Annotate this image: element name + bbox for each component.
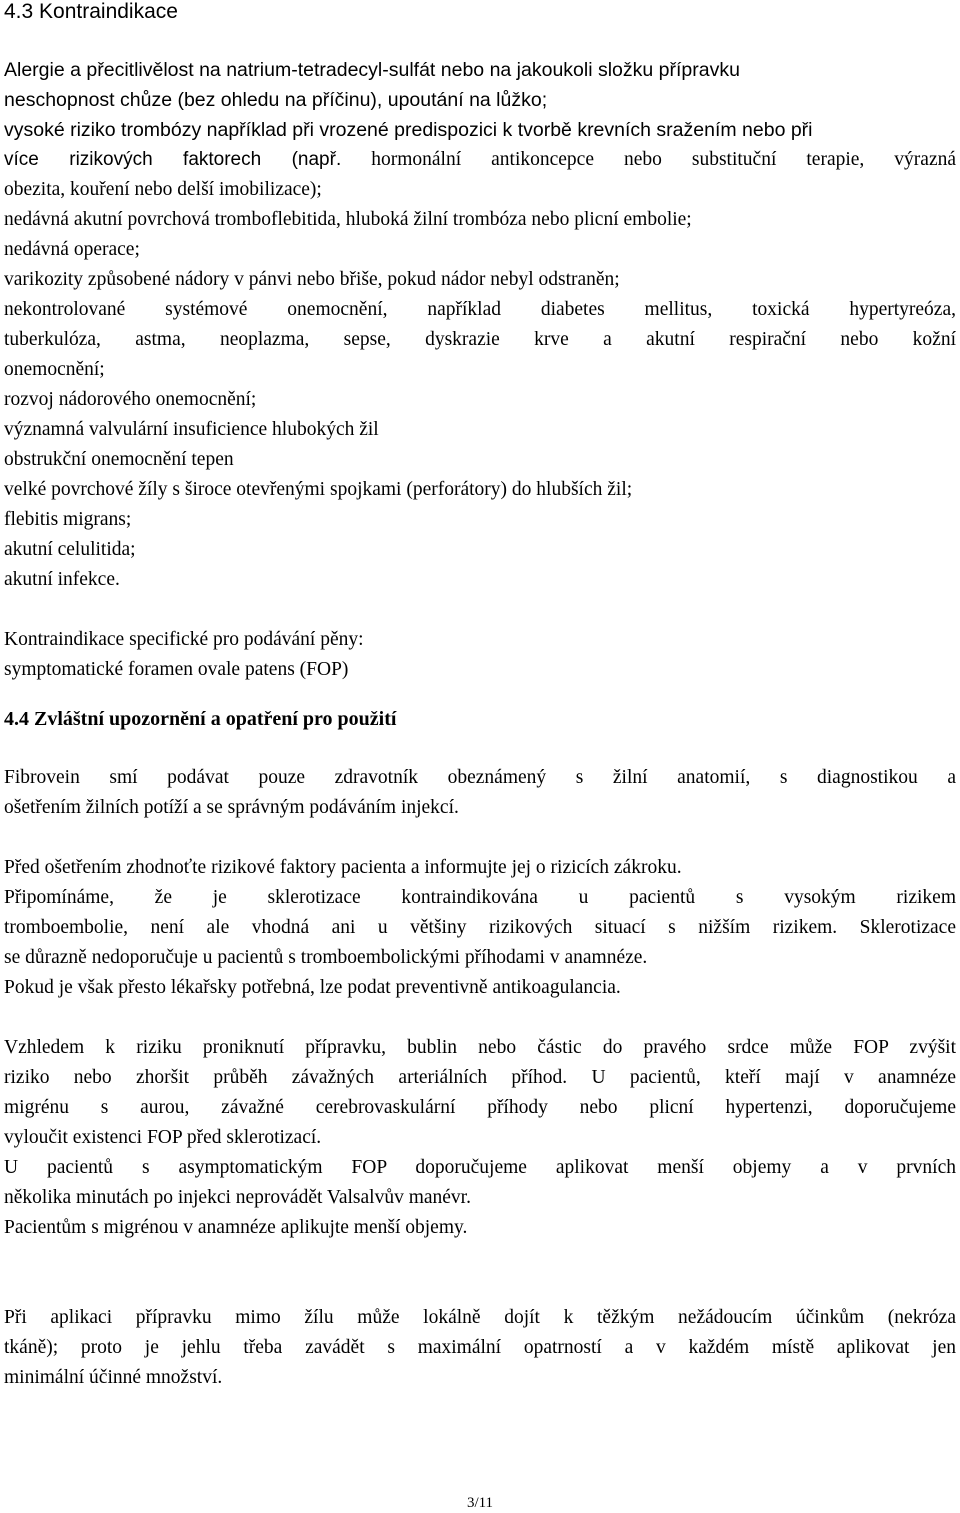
text-line: migrénu s aurou, závažné cerebrovaskulární příhody nebo plicní hypertenzi, doporučujeme xyxy=(4,1097,956,1118)
text-line: Alergie a přecitlivělost na natrium-tetradecyl-sulfát nebo na jakoukoli složku přípravku xyxy=(4,59,740,81)
text-line: vyloučit existenci FOP před sklerotizací. xyxy=(4,1127,322,1148)
text-line: vysoké riziko trombózy například při vrozené predispozici k tvorbě krevních sražením nebo při xyxy=(4,119,813,141)
document-page xyxy=(4,0,956,1393)
text-line: flebitis migrans; xyxy=(4,509,132,530)
text-line: Připomínáme, že je sklerotizace kontraindikována u pacientů s vysokým rizikem xyxy=(4,887,956,908)
foam-contraindications xyxy=(4,625,956,685)
text-line: obezita, kouření nebo delší imobilizace); xyxy=(4,179,322,200)
text-span: hormonální antikoncepce nebo substituční terapie, výrazná xyxy=(371,149,956,170)
text-line: Pacientům s migrénou v anamnéze aplikujte menší objemy. xyxy=(4,1217,468,1238)
text-line: neschopnost chůze (bez ohledu na příčinu), upoutání na lůžko; xyxy=(4,89,548,111)
text-line: Kontraindikace specifické pro podávání pěny: xyxy=(4,629,364,650)
text-line: Fibrovein smí podávat pouze zdravotník obeznámený s žilní anatomií, s diagnostikou a xyxy=(4,767,956,788)
text-line: nedávná operace; xyxy=(4,239,140,260)
text-line: významná valvulární insuficience hlubokých žil xyxy=(4,419,379,440)
text-line: U pacientů s asymptomatickým FOP doporučujeme aplikovat menší objemy a v prvních xyxy=(4,1157,956,1178)
text-line: nekontrolované systémové onemocnění, například diabetes mellitus, toxická hypertyreóza, xyxy=(4,299,956,320)
text-line: velké povrchové žíly s široce otevřenými spojkami (perforátory) do hlubších žil; xyxy=(4,479,633,500)
text-line: Při aplikaci přípravku mimo žílu může lokálně dojít k těžkým nežádoucím účinkům (nekróza xyxy=(4,1307,956,1328)
paragraph xyxy=(4,853,956,1003)
text-line: tuberkulóza, astma, neoplazma, sepse, dyskrazie krve a akutní respirační nebo kožní xyxy=(4,329,956,350)
text-line: Pokud je však přesto lékařsky potřebná, lze podat preventivně antikoagulancia. xyxy=(4,977,621,998)
text-span: více rizikových faktorech (např. xyxy=(4,149,342,170)
text-line: akutní infekce. xyxy=(4,569,120,590)
text-line: akutní celulitida; xyxy=(4,539,136,560)
text-line: se důrazně nedoporučuje u pacientů s tromboembolickými příhodami v anamnéze. xyxy=(4,947,648,968)
section-heading-warnings: 4.4 Zvláštní upozornění a opatření pro použití xyxy=(4,708,397,730)
text-line: nedávná akutní povrchová tromboflebitida, hluboká žilní trombóza nebo plicní embolie; xyxy=(4,209,692,230)
paragraph xyxy=(4,1033,956,1243)
text-line: symptomatické foramen ovale patens (FOP) xyxy=(4,659,349,680)
text-line: tkáně); proto je jehlu třeba zavádět s maximální opatrností a v každém místě aplikovat jen xyxy=(4,1337,956,1358)
text-line: tromboembolie, není ale vhodná ani u většiny rizikových situací s nižším rizikem. Sklerotizace xyxy=(4,917,956,938)
page-number: 3/11 xyxy=(466,1495,494,1511)
paragraph xyxy=(4,1303,956,1393)
paragraph xyxy=(4,763,956,823)
text-line: Vzhledem k riziku proniknutí přípravku, bublin nebo částic do pravého srdce může FOP zvýšit xyxy=(4,1037,956,1058)
text-line-mixed xyxy=(4,145,956,175)
text-line: Před ošetřením zhodnoťte rizikové faktory pacienta a informujte jej o rizicích zákroku. xyxy=(4,857,682,878)
text-line: varikozity způsobené nádory v pánvi nebo břiše, pokud nádor nebyl odstraněn; xyxy=(4,269,620,290)
text-line: onemocnění; xyxy=(4,359,105,380)
text-line: několika minutách po injekci neprovádět Valsalvův manévr. xyxy=(4,1187,471,1208)
text-line: obstrukční onemocnění tepen xyxy=(4,449,234,470)
text-line: ošetřením žilních potíží a se správným podáváním injekcí. xyxy=(4,797,459,818)
text-line: rozvoj nádorového onemocnění; xyxy=(4,389,257,410)
text-line: minimální účinné množství. xyxy=(4,1367,223,1388)
contraindications-list xyxy=(4,55,956,595)
section-heading-contraindications: 4.3 Kontraindikace xyxy=(4,0,178,23)
text-line: riziko nebo zhoršit průběh závažných arteriálních příhod. U pacientů, kteří mají v anamnéze xyxy=(4,1067,956,1088)
